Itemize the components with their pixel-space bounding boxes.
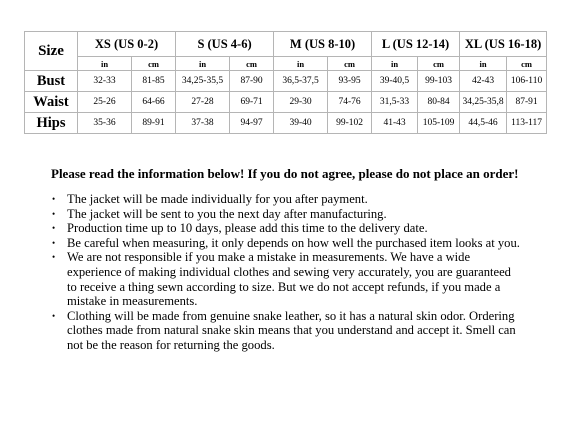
list-item-text: Clothing will be made from genuine snake leather, so it has a natural skin odor. Ordering clothes made from natural snake skin means that you understand and accept it. Smell can not be the reason for returning the goods. — [67, 308, 516, 352]
row-label-hips: Hips — [25, 113, 78, 134]
size-l-header: L (US 12-14) — [372, 32, 460, 57]
table-cell: 34,25-35,8 — [460, 92, 507, 113]
table-cell: 87-91 — [507, 92, 547, 113]
table-cell: 39-40 — [274, 113, 328, 134]
table-cell: 39-40,5 — [372, 71, 418, 92]
table-cell: 87-90 — [230, 71, 274, 92]
list-item — [52, 309, 522, 353]
table-cell: 37-38 — [176, 113, 230, 134]
list-item-text: The jacket will be made individually for you after payment. — [67, 192, 368, 206]
row-label-waist: Waist — [25, 92, 78, 113]
table-cell: 93-95 — [328, 71, 372, 92]
info-list — [52, 192, 522, 353]
table-cell: 29-30 — [274, 92, 328, 113]
unit-cell: in — [78, 57, 132, 71]
unit-cell: in — [460, 57, 507, 71]
unit-cell: cm — [230, 57, 274, 71]
size-s-header: S (US 4-6) — [176, 32, 274, 57]
bullet-icon: • — [52, 252, 56, 263]
table-cell: 32-33 — [78, 71, 132, 92]
unit-cell: in — [176, 57, 230, 71]
unit-cell: in — [274, 57, 328, 71]
bullet-icon: • — [52, 237, 56, 248]
list-item-text: Production time up to 10 days, please add this time to the delivery date. — [67, 221, 428, 236]
table-cell: 44,5-46 — [460, 113, 507, 134]
bullet-icon: • — [52, 223, 56, 234]
row-label-bust: Bust — [25, 71, 78, 92]
table-cell: 35-36 — [78, 113, 132, 134]
hips-row — [25, 113, 547, 134]
size-xs-header: XS (US 0-2) — [78, 32, 176, 57]
unit-cell: cm — [132, 57, 176, 71]
unit-cell: cm — [418, 57, 460, 71]
bullet-icon: • — [52, 208, 56, 219]
size-header-row — [25, 32, 547, 57]
size-xl-header: XL (US 16-18) — [460, 32, 547, 57]
table-cell: 99-102 — [328, 113, 372, 134]
table-cell: 89-91 — [132, 113, 176, 134]
bust-row — [25, 71, 547, 92]
table-cell: 64-66 — [132, 92, 176, 113]
order-notice-heading: Please read the information below! If you do not agree, please do not place an order! — [51, 166, 519, 181]
list-item-text: The jacket will be sent to you the next day after manufacturing. — [67, 206, 387, 221]
table-cell: 81-85 — [132, 71, 176, 92]
bullet-icon: • — [52, 310, 56, 321]
table-cell: 42-43 — [460, 71, 507, 92]
size-m-header: M (US 8-10) — [274, 32, 372, 57]
table-cell: 25-26 — [78, 92, 132, 113]
unit-cell: cm — [328, 57, 372, 71]
list-item-text: Be careful when measuring, it only depends on how well the purchased item looks at you. — [67, 235, 520, 250]
table-cell: 27-28 — [176, 92, 230, 113]
unit-cell: in — [372, 57, 418, 71]
list-item-text: We are not responsible if you make a mistake in measurements. We have a wide experience of making individual clothes and sewing very accurately, you are guaranteed to receive a thing sewn according to size. But we do not accept refunds, if you made a mistake in measurements. — [67, 250, 511, 309]
table-cell: 41-43 — [372, 113, 418, 134]
table-cell: 80-84 — [418, 92, 460, 113]
table-cell: 105-109 — [418, 113, 460, 134]
table-cell: 36,5-37,5 — [274, 71, 328, 92]
table-cell: 31,5-33 — [372, 92, 418, 113]
list-item — [52, 250, 522, 308]
table-cell: 69-71 — [230, 92, 274, 113]
table-cell: 99-103 — [418, 71, 460, 92]
list-item — [52, 236, 522, 251]
bullet-icon: • — [52, 194, 56, 204]
unit-cell: cm — [507, 57, 547, 71]
list-item — [52, 221, 522, 236]
size-chart-table — [24, 31, 547, 134]
size-column-header: Size — [25, 32, 78, 71]
unit-row — [25, 57, 547, 71]
waist-row — [25, 92, 547, 113]
list-item — [52, 192, 522, 207]
table-cell: 74-76 — [328, 92, 372, 113]
table-cell: 94-97 — [230, 113, 274, 134]
list-item — [52, 207, 522, 222]
table-cell: 106-110 — [507, 71, 547, 92]
table-cell: 113-117 — [507, 113, 547, 134]
table-cell: 34,25-35,5 — [176, 71, 230, 92]
